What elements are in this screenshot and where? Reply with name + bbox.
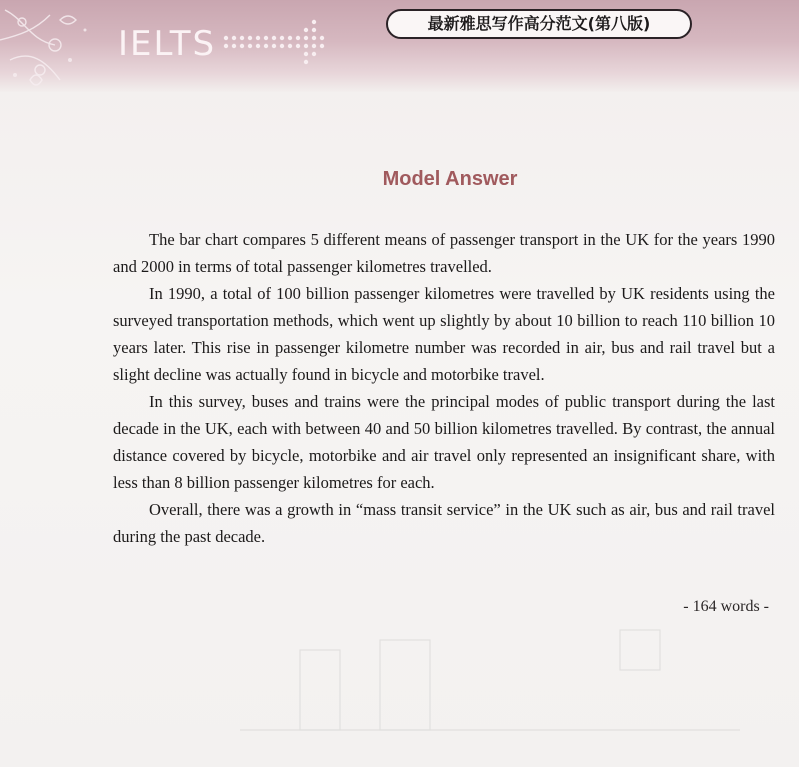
section-heading: Model Answer xyxy=(382,168,518,190)
book-title-badge: 最新雅思写作高分范文(第八版) xyxy=(386,9,692,39)
essay-body xyxy=(113,226,775,550)
word-count: - 164 words - xyxy=(683,598,769,615)
header-band xyxy=(0,0,799,92)
paragraph-overview-1990: In 1990, a total of 100 billion passenger kilometres were travelled by UK residents using the surveyed transportation methods, which went up slightly by about 10 billion to reach 110 billion 10 years later. This rise in passenger kilometre number was recorded in air, bus and rail travel but a slight decline was actually found in bicycle and motorbike travel. xyxy=(113,284,775,384)
paragraph-conclusion: Overall, there was a growth in “mass transit service” in the UK such as air, bus and rail travel during the past decade. xyxy=(113,500,775,546)
ielts-logo: IELTS xyxy=(118,24,217,64)
paragraph-intro: The bar chart compares 5 different means of passenger transport in the UK for the years 1990 and 2000 in terms of total passenger kilometres travelled. xyxy=(113,230,775,276)
floral-ornament-icon xyxy=(0,0,120,92)
bleed-through-chart-icon xyxy=(240,610,770,740)
paragraph-principal-modes: In this survey, buses and trains were the principal modes of public transport during the last decade in the UK, each with between 40 and 50 billion kilometres travelled. By contrast, the annual distance covered by bicycle, motorbike and air travel only represented an insignificant share, with less than 8 billion passenger kilometres for each. xyxy=(113,392,775,492)
dot-pattern-icon xyxy=(222,18,332,68)
